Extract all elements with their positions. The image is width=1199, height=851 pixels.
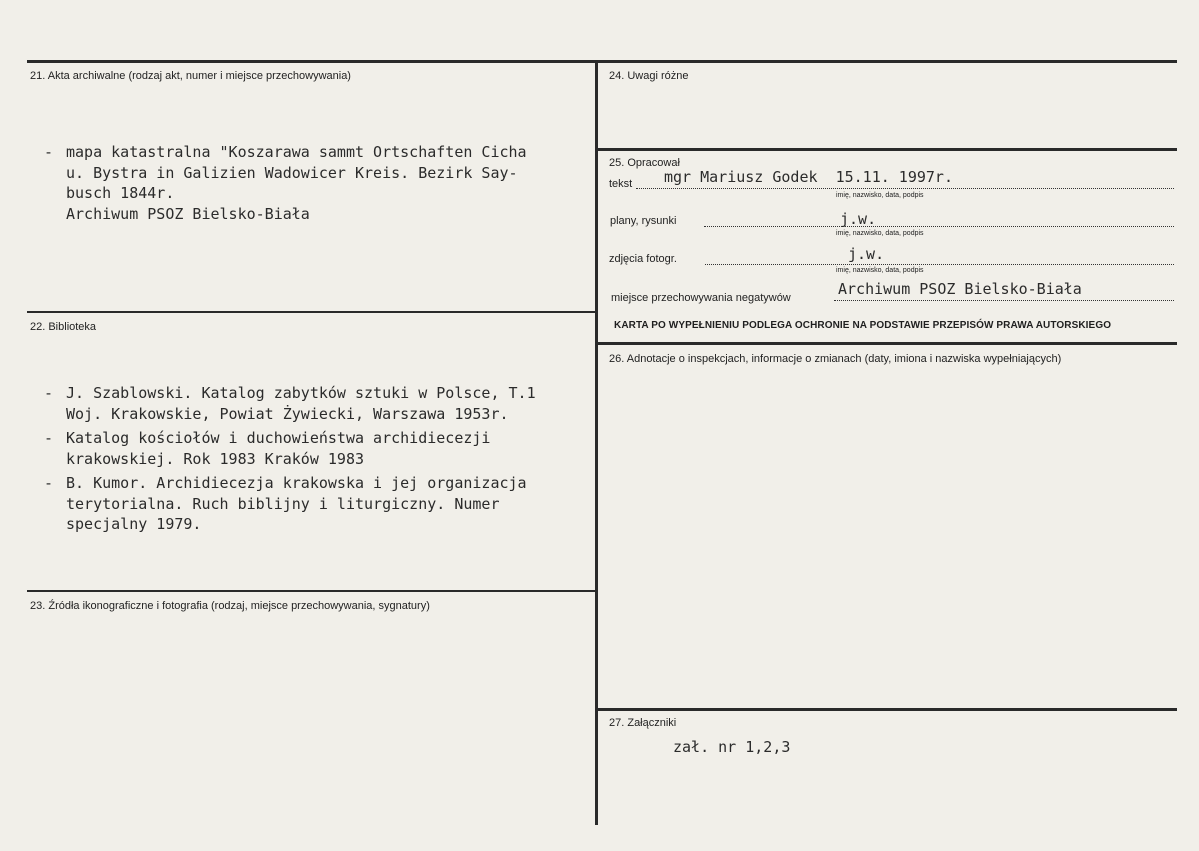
- tekst-value: mgr Mariusz Godek 15.11. 1997r.: [664, 168, 953, 186]
- bibliography-entry: [44, 473, 536, 535]
- entry-dash: -: [44, 429, 54, 447]
- copyright-notice: KARTA PO WYPEŁNIENIU PODLEGA OCHRONIE NA PODSTAWIE PRZEPISÓW PRAWA AUTORSKIEGO: [614, 320, 1112, 331]
- entry-line: terytorialna. Ruch biblijny i liturgiczny. Numer: [66, 494, 500, 513]
- bibliography-entry: [44, 383, 536, 424]
- entry-dash: -: [44, 384, 54, 402]
- entry-line: specjalny 1979.: [66, 515, 202, 533]
- zdjecia-sublabel: imię, nazwisko, data, podpis: [836, 267, 924, 274]
- entry-dash: -: [44, 474, 54, 492]
- zdjecia-value: j.w.: [848, 245, 885, 263]
- tekst-sublabel: imię, nazwisko, data, podpis: [836, 192, 924, 199]
- zdjecia-dotted-line: [705, 264, 1174, 265]
- section-27-label: 27. Załączniki: [609, 717, 677, 729]
- negatywy-dotted-line: [834, 300, 1174, 301]
- plany-dotted-line: [704, 226, 1174, 227]
- divider-25-26: [597, 342, 1177, 345]
- bibliography-entry: [44, 142, 527, 224]
- bibliography-entry: [44, 428, 536, 469]
- plany-label: plany, rysunki: [610, 215, 677, 227]
- section-25-label: 25. Opracował: [609, 157, 680, 169]
- entry-line: krakowskiej. Rok 1983 Kraków 1983: [66, 449, 365, 468]
- entry-dash: -: [44, 143, 54, 161]
- entry-line: busch 1844r.: [66, 184, 175, 202]
- entry-line: Woj. Krakowskie, Powiat Żywiecki, Warszawa 1953r.: [66, 404, 509, 423]
- zdjecia-label: zdjęcia fotogr.: [609, 253, 677, 265]
- tekst-label: tekst: [609, 178, 633, 190]
- section-21-entries: [44, 101, 527, 265]
- negatywy-label: miejsce przechowywania negatywów: [611, 292, 791, 304]
- section-27-value: zał. nr 1,2,3: [673, 738, 791, 756]
- divider-21-22: [27, 311, 597, 313]
- entry-line: - J. Szablowski. Katalog zabytków sztuki w Polsce, T.1: [44, 384, 536, 402]
- section-21-list: [44, 142, 527, 224]
- divider-24-25: [597, 148, 1177, 151]
- entry-line: Archiwum PSOZ Bielsko-Biała: [66, 204, 310, 223]
- top-border-line: [27, 60, 1177, 63]
- section-22-entries: [44, 342, 536, 576]
- negatywy-value: Archiwum PSOZ Bielsko-Biała: [838, 280, 1082, 298]
- entry-line: u. Bystra in Galizien Wadowicer Kreis. Bezirk Say-: [66, 163, 518, 182]
- divider-26-27: [597, 708, 1177, 711]
- tekst-dotted-line: [636, 188, 1174, 189]
- entry-line: - mapa katastralna "Koszarawa sammt Ortschaften Cicha: [44, 143, 527, 161]
- section-22-list: [44, 383, 536, 535]
- entry-line: - B. Kumor. Archidiecezja krakowska i jej organizacja: [44, 474, 527, 492]
- divider-22-23: [27, 590, 597, 592]
- plany-value: j.w.: [840, 210, 877, 228]
- section-23-label: 23. Źródła ikonograficzne i fotografia (rodzaj, miejsce przechowywania, sygnatury): [30, 600, 430, 612]
- section-26-label: 26. Adnotacje o inspekcjach, informacje o zmianach (daty, imiona i nazwiska wypełniających): [609, 353, 1062, 365]
- section-22-label: 22. Biblioteka: [30, 321, 97, 333]
- plany-sublabel: imię, nazwisko, data, podpis: [836, 230, 924, 237]
- section-21-label: 21. Akta archiwalne (rodzaj akt, numer i miejsce przechowywania): [30, 70, 351, 82]
- section-24-label: 24. Uwagi różne: [609, 70, 689, 82]
- entry-line: - Katalog kościołów i duchowieństwa archidiecezji: [44, 429, 491, 447]
